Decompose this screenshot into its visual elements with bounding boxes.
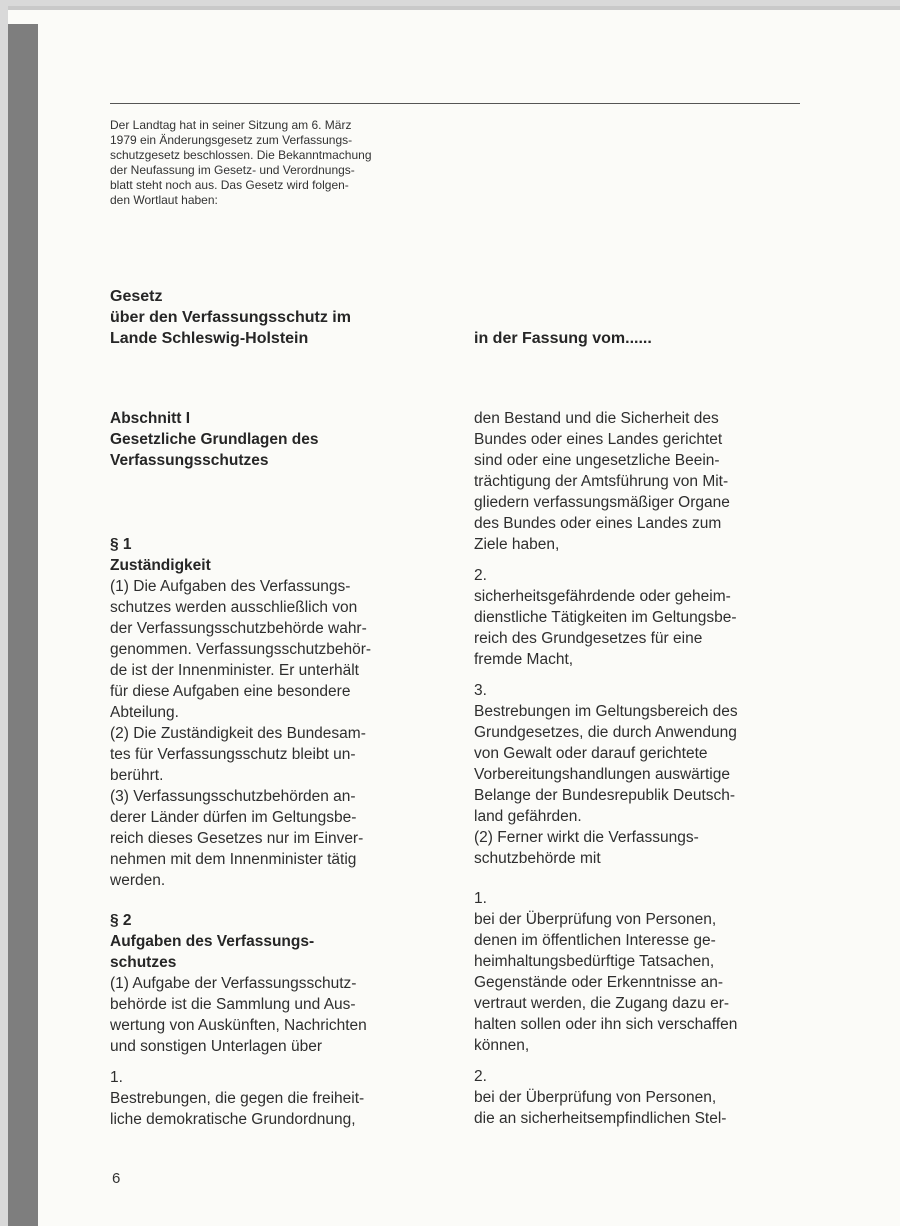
spacer bbox=[110, 1057, 432, 1067]
spacer bbox=[474, 1056, 796, 1066]
intro-line: den Wortlaut haben: bbox=[110, 193, 218, 207]
paragraph-2-number: § 2 bbox=[110, 912, 132, 929]
section-heading-line: Gesetzliche Grundlagen des bbox=[110, 431, 319, 448]
intro-line: 1979 ein Änderungsgesetz zum Verfassungs- bbox=[110, 133, 353, 147]
section-heading-line: Verfassungsschutzes bbox=[110, 452, 269, 469]
text-line: liche demokratische Grundordnung, bbox=[110, 1111, 356, 1128]
paragraph-1-abs-1 bbox=[110, 576, 432, 723]
text-line: land gefährden. bbox=[474, 808, 582, 825]
text-line: schutzes werden ausschließlich von bbox=[110, 599, 358, 616]
text-line: für diese Aufgaben eine besondere bbox=[110, 683, 351, 700]
text-line: der Verfassungsschutzbehörde wahr- bbox=[110, 620, 367, 637]
text-line: gliedern verfassungsmäßiger Organe bbox=[474, 494, 730, 511]
spacer bbox=[474, 555, 796, 565]
item-2-text bbox=[474, 586, 796, 670]
spacer bbox=[474, 869, 796, 888]
text-line: des Bundes oder eines Landes zum bbox=[474, 515, 722, 532]
text-line: Gegenstände oder Erkenntnisse an- bbox=[474, 974, 724, 991]
text-line: bei der Überprüfung von Personen, bbox=[474, 911, 717, 928]
text-line: werden. bbox=[110, 872, 166, 889]
text-line: trächtigung der Amtsführung von Mit- bbox=[474, 473, 729, 490]
text-line: sind oder eine ungesetzliche Beein- bbox=[474, 452, 720, 469]
law-title-line: Lande Schleswig-Holstein bbox=[110, 330, 309, 347]
text-line: (1) Die Aufgaben des Verfassungs- bbox=[110, 578, 351, 595]
text-line: (2) Die Zuständigkeit des Bundesam- bbox=[110, 725, 366, 742]
text-line: Ziele haben, bbox=[474, 536, 560, 553]
law-title-line: Gesetz bbox=[110, 288, 163, 305]
section-heading-line: Abschnitt I bbox=[110, 410, 191, 427]
text-line: bei der Überprüfung von Personen, bbox=[474, 1089, 717, 1106]
item-1-number: 1. bbox=[110, 1069, 123, 1086]
text-line: dienstliche Tätigkeiten im Geltungsbe- bbox=[474, 609, 737, 626]
text-line: heimhaltungsbedürftige Tatsachen, bbox=[474, 953, 715, 970]
text-line: reich dieses Gesetzes nur im Einver- bbox=[110, 830, 364, 847]
left-column bbox=[110, 408, 432, 1130]
intro-paragraph bbox=[110, 118, 410, 208]
paragraph-2-title-line: Aufgaben des Verfassungs- bbox=[110, 933, 315, 950]
paragraph-2-abs-1 bbox=[110, 973, 432, 1057]
text-line: nehmen mit dem Innenminister tätig bbox=[110, 851, 357, 868]
spacer bbox=[474, 670, 796, 680]
text-line: Belange der Bundesrepublik Deutsch- bbox=[474, 787, 736, 804]
spacer bbox=[110, 471, 432, 534]
intro-line: der Neufassung im Gesetz- und Verordnungs- bbox=[110, 163, 355, 177]
text-line: (3) Verfassungsschutzbehörden an- bbox=[110, 788, 356, 805]
text-line: den Bestand und die Sicherheit des bbox=[474, 410, 719, 427]
page-top-edge bbox=[8, 6, 900, 10]
item-2-number: 2. bbox=[474, 567, 487, 584]
binding-strip bbox=[8, 24, 38, 1226]
text-line: Bestrebungen, die gegen die freiheit- bbox=[110, 1090, 365, 1107]
item-1-text bbox=[110, 1088, 432, 1130]
text-line: Grundgesetzes, die durch Anwendung bbox=[474, 724, 737, 741]
text-line: (2) Ferner wirkt die Verfassungs- bbox=[474, 829, 699, 846]
text-line: tes für Verfassungsschutz bleibt un- bbox=[110, 746, 356, 763]
intro-line: Der Landtag hat in seiner Sitzung am 6. März bbox=[110, 118, 352, 132]
text-line: berührt. bbox=[110, 767, 164, 784]
paragraph-1-abs-2 bbox=[110, 723, 432, 786]
text-line: de ist der Innenminister. Er unterhält bbox=[110, 662, 359, 679]
text-line: halten sollen oder ihn sich verschaffen bbox=[474, 1016, 738, 1033]
text-line: können, bbox=[474, 1037, 530, 1054]
paragraph-1-number: § 1 bbox=[110, 536, 132, 553]
text-line: schutzbehörde mit bbox=[474, 850, 601, 867]
text-line: Bestrebungen im Geltungsbereich des bbox=[474, 703, 738, 720]
text-line: reich des Grundgesetzes für eine bbox=[474, 630, 703, 647]
text-line: genommen. Verfassungsschutzbehör- bbox=[110, 641, 372, 658]
text-line: wertung von Auskünften, Nachrichten bbox=[110, 1017, 367, 1034]
text-line: die an sicherheitsempfindlichen Stel- bbox=[474, 1110, 727, 1127]
intro-line: blatt steht noch aus. Das Gesetz wird folgen- bbox=[110, 178, 349, 192]
intro-line: schutzgesetz beschlossen. Die Bekanntmachung bbox=[110, 148, 372, 162]
sub-item-2-text bbox=[474, 1087, 796, 1129]
right-column bbox=[474, 408, 796, 1129]
item-1-continuation bbox=[474, 408, 796, 555]
text-line: von Gewalt oder darauf gerichtete bbox=[474, 745, 708, 762]
paragraph-1-title: Zuständigkeit bbox=[110, 557, 211, 574]
text-line: derer Länder dürfen im Geltungsbe- bbox=[110, 809, 357, 826]
spacer bbox=[110, 891, 432, 910]
sub-item-2-number: 2. bbox=[474, 1068, 487, 1085]
section-heading bbox=[110, 408, 432, 471]
law-title bbox=[110, 286, 351, 349]
text-line: Bundes oder eines Landes gerichtet bbox=[474, 431, 723, 448]
law-version: in der Fassung vom...... bbox=[474, 330, 652, 347]
text-line: (1) Aufgabe der Verfassungsschutz- bbox=[110, 975, 357, 992]
text-line: Abteilung. bbox=[110, 704, 179, 721]
law-title-line: über den Verfassungsschutz im bbox=[110, 309, 351, 326]
header-rule bbox=[110, 103, 800, 104]
text-line: vertraut werden, die Zugang dazu er- bbox=[474, 995, 730, 1012]
text-line: behörde ist die Sammlung und Aus- bbox=[110, 996, 356, 1013]
paragraph-2-abs-2 bbox=[474, 827, 796, 869]
text-line: fremde Macht, bbox=[474, 651, 574, 668]
text-line: denen im öffentlichen Interesse ge- bbox=[474, 932, 716, 949]
text-line: Vorbereitungshandlungen auswärtige bbox=[474, 766, 730, 783]
text-line: und sonstigen Unterlagen über bbox=[110, 1038, 322, 1055]
sub-item-1-text bbox=[474, 909, 796, 1056]
paragraph-2-title bbox=[110, 931, 432, 973]
page-number: 6 bbox=[112, 1170, 121, 1187]
paragraph-2-title-line: schutzes bbox=[110, 954, 177, 971]
sub-item-1-number: 1. bbox=[474, 890, 487, 907]
text-line: sicherheitsgefährdende oder geheim- bbox=[474, 588, 731, 605]
item-3-number: 3. bbox=[474, 682, 487, 699]
paragraph-1-abs-3 bbox=[110, 786, 432, 891]
item-3-text bbox=[474, 701, 796, 827]
